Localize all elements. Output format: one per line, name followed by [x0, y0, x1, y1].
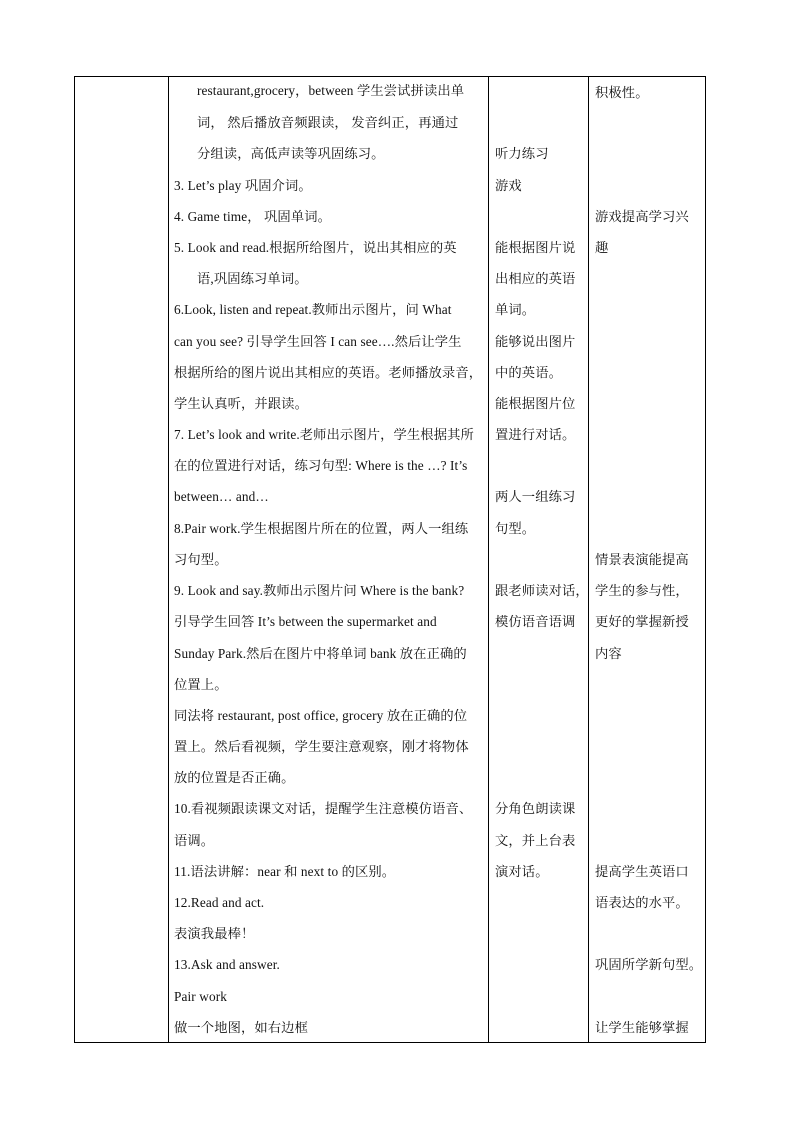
process-line: 4. Game time， 巩固单词。: [174, 209, 332, 224]
process-line: 位置上。: [174, 677, 228, 692]
process-line: 根据所给的图片说出其相应的英语。老师播放录音，: [174, 365, 483, 380]
intent-line: 情景表演能提高: [595, 552, 689, 567]
activity-line: 能根据图片位: [495, 396, 576, 411]
process-line: 3. Let’s play 巩固介词。: [174, 178, 312, 193]
activity-line: 跟老师读对话，: [495, 583, 589, 598]
intent-line: 提高学生英语口: [595, 864, 689, 879]
activity-line: 能根据图片说: [495, 240, 576, 255]
intent-line: 趣: [595, 240, 609, 255]
process-line: 11.语法讲解：near 和 next to 的区别。: [174, 864, 396, 879]
process-line: 12.Read and act.: [174, 895, 265, 910]
process-line: 词， 然后播放音频跟读， 发音纠正，再通过: [197, 115, 459, 130]
process-line: 9. Look and say.教师出示图片问 Where is the bank?: [174, 583, 465, 598]
process-line: 在的位置进行对话，练习句型: Where is the …? It’s: [174, 458, 468, 473]
intent-line: 内容: [595, 646, 622, 661]
intent-line: 积极性。: [595, 85, 649, 100]
process-line: 放的位置是否正确。: [174, 770, 295, 785]
process-line: 习句型。: [174, 552, 228, 567]
process-line: Pair work: [174, 989, 227, 1004]
process-line: restaurant,grocery，between 学生尝试拼读出单: [197, 83, 465, 98]
intent-line: 语表达的水平。: [595, 895, 689, 910]
activity-line: 单词。: [495, 302, 536, 317]
process-line: 做一个地图，如右边框: [174, 1020, 308, 1035]
process-line: 语,巩固练习单词。: [197, 271, 308, 286]
process-line: 13.Ask and answer.: [174, 957, 280, 972]
activity-line: 置进行对话。: [495, 427, 576, 442]
activity-line: 中的英语。: [495, 365, 562, 380]
activity-line: 两人一组练习: [495, 489, 576, 504]
process-line: 分组读，高低声读等巩固练习。: [197, 146, 385, 161]
column-divider: [588, 77, 589, 1042]
intent-line: 让学生能够掌握: [595, 1020, 689, 1035]
process-line: 同法将 restaurant, post office, grocery 放在正确的位: [174, 708, 468, 723]
process-line: 5. Look and read.根据所给图片，说出其相应的英: [174, 240, 457, 255]
activity-line: 听力练习: [495, 146, 549, 161]
process-line: 置上。然后看视频，学生要注意观察，刚才将物体: [174, 739, 469, 754]
intent-line: 学生的参与性，: [595, 583, 689, 598]
activity-line: 出相应的英语: [495, 271, 576, 286]
process-line: 6.Look, listen and repeat.教师出示图片，问 What: [174, 302, 452, 317]
column-divider: [168, 77, 169, 1042]
process-line: 8.Pair work.学生根据图片所在的位置，两人一组练: [174, 521, 469, 536]
process-line: 学生认真听，并跟读。: [174, 396, 308, 411]
process-line: 语调。: [174, 833, 215, 848]
process-line: 10.看视频跟读课文对话，提醒学生注意模仿语音、: [174, 801, 473, 816]
activity-line: 游戏: [495, 178, 522, 193]
column-divider: [488, 77, 489, 1042]
activity-line: 模仿语音语调: [495, 614, 576, 629]
process-line: 引导学生回答 It’s between the supermarket and: [174, 614, 437, 629]
intent-line: 更好的掌握新授: [595, 614, 689, 629]
intent-line: 游戏提高学习兴: [595, 209, 689, 224]
activity-line: 分角色朗读课: [495, 801, 576, 816]
process-line: 7. Let’s look and write.老师出示图片，学生根据其所: [174, 427, 474, 442]
activity-line: 演对话。: [495, 864, 549, 879]
process-line: Sunday Park.然后在图片中将单词 bank 放在正确的: [174, 646, 467, 661]
activity-line: 句型。: [495, 521, 536, 536]
activity-line: 能够说出图片: [495, 334, 576, 349]
process-line: between… and…: [174, 489, 269, 504]
activity-line: 文，并上台表: [495, 833, 576, 848]
process-line: can you see? 引导学生回答 I can see….然后让学生: [174, 334, 462, 349]
intent-line: 巩固所学新句型。: [595, 957, 703, 972]
process-line: 表演我最棒！: [174, 926, 255, 941]
